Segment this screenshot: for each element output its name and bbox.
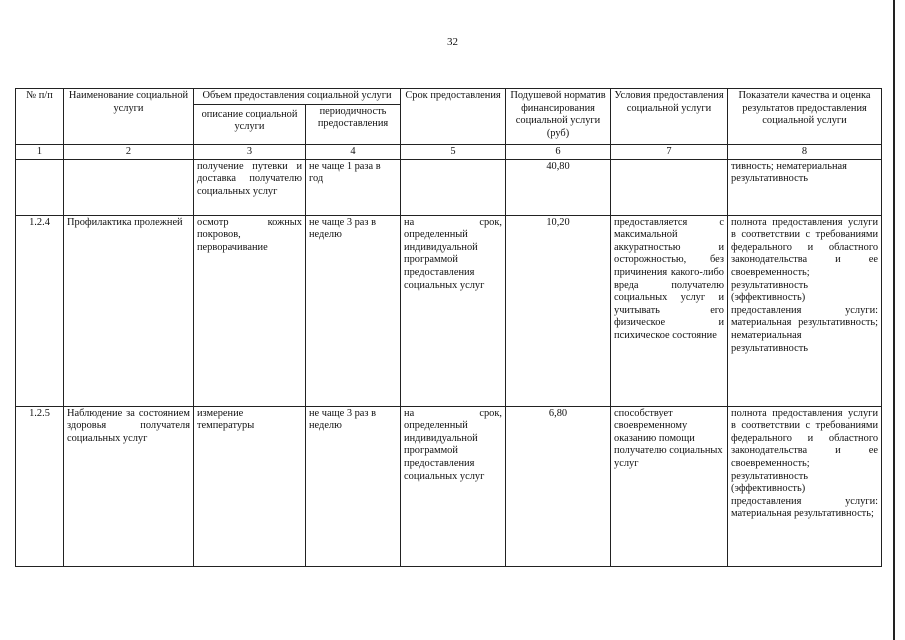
header-row: [16, 89, 882, 105]
row-num: [16, 159, 64, 215]
row-period: не чаще 1 раза в год: [306, 159, 401, 215]
table-row: [16, 215, 882, 406]
column-number: 6: [506, 144, 611, 159]
row-num: 1.2.4: [16, 215, 64, 406]
column-number: 3: [194, 144, 306, 159]
row-conditions: предоставляется с максимальной аккуратностью и осторожностью, без причинения какого-либо вреда получателю социальных услуг и учитывать его физическое и психическое состояние: [611, 215, 728, 406]
header-volume: Объем предоставления социальной услуги: [194, 89, 401, 105]
row-term: на срок, определенный индивидуальной программой предоставления социальных услуг: [401, 406, 506, 566]
column-number: 8: [728, 144, 882, 159]
column-number: 4: [306, 144, 401, 159]
row-period: не чаще 3 раз в неделю: [306, 406, 401, 566]
row-term: на срок, определенный индивидуальной программой предоставления социальных услуг: [401, 215, 506, 406]
row-conditions: [611, 159, 728, 215]
row-num: 1.2.5: [16, 406, 64, 566]
header-volume-period: периодичность предоставления: [306, 104, 401, 144]
column-number-row: [16, 144, 882, 159]
row-quality: полнота предоставления услуги в соответствии с требованиями федерального и областного законодательства и ее своевременность; результативность (эффективность) предоставления услуги: материальная результативность;: [728, 406, 882, 566]
row-name: [64, 159, 194, 215]
header-conditions: Условия предоставления социальной услуги: [611, 89, 728, 145]
table-row: [16, 406, 882, 566]
row-norm: 6,80: [506, 406, 611, 566]
row-desc: осмотр кожных покровов, перворачивание: [194, 215, 306, 406]
header-quality: Показатели качества и оценка результатов предоставления социальной услуги: [728, 89, 882, 145]
page-edge-line: [893, 0, 895, 640]
table-row: [16, 159, 882, 215]
row-desc: измерение температуры: [194, 406, 306, 566]
services-table: [15, 88, 882, 567]
row-desc: получение путевки и доставка получателю социальных услуг: [194, 159, 306, 215]
row-conditions: способствует своевременному оказанию помощи получателю социальных услуг: [611, 406, 728, 566]
row-norm: 10,20: [506, 215, 611, 406]
column-number: 7: [611, 144, 728, 159]
row-norm: 40,80: [506, 159, 611, 215]
header-term: Срок предоставления: [401, 89, 506, 145]
row-term: [401, 159, 506, 215]
column-number: 5: [401, 144, 506, 159]
header-num: № п/п: [16, 89, 64, 145]
page-number: 32: [447, 36, 458, 48]
column-number: 2: [64, 144, 194, 159]
row-name: Профилактика пролежней: [64, 215, 194, 406]
column-number: 1: [16, 144, 64, 159]
header-norm: Подушевой норматив финансирования социальной услуги (руб): [506, 89, 611, 145]
row-quality: тивность; нематериальная результативность: [728, 159, 882, 215]
row-period: не чаще 3 раз в неделю: [306, 215, 401, 406]
row-quality: полнота предоставления услуги в соответствии с требованиями федерального и областного законодательства и ее своевременность; результативность (эффективность) предоставления услуги: материальная результативность; нематериальная результативность: [728, 215, 882, 406]
header-name: Наименование социальной услуги: [64, 89, 194, 145]
header-volume-desc: описание социальной услуги: [194, 104, 306, 144]
row-name: Наблюдение за состоянием здоровья получателя социальных услуг: [64, 406, 194, 566]
